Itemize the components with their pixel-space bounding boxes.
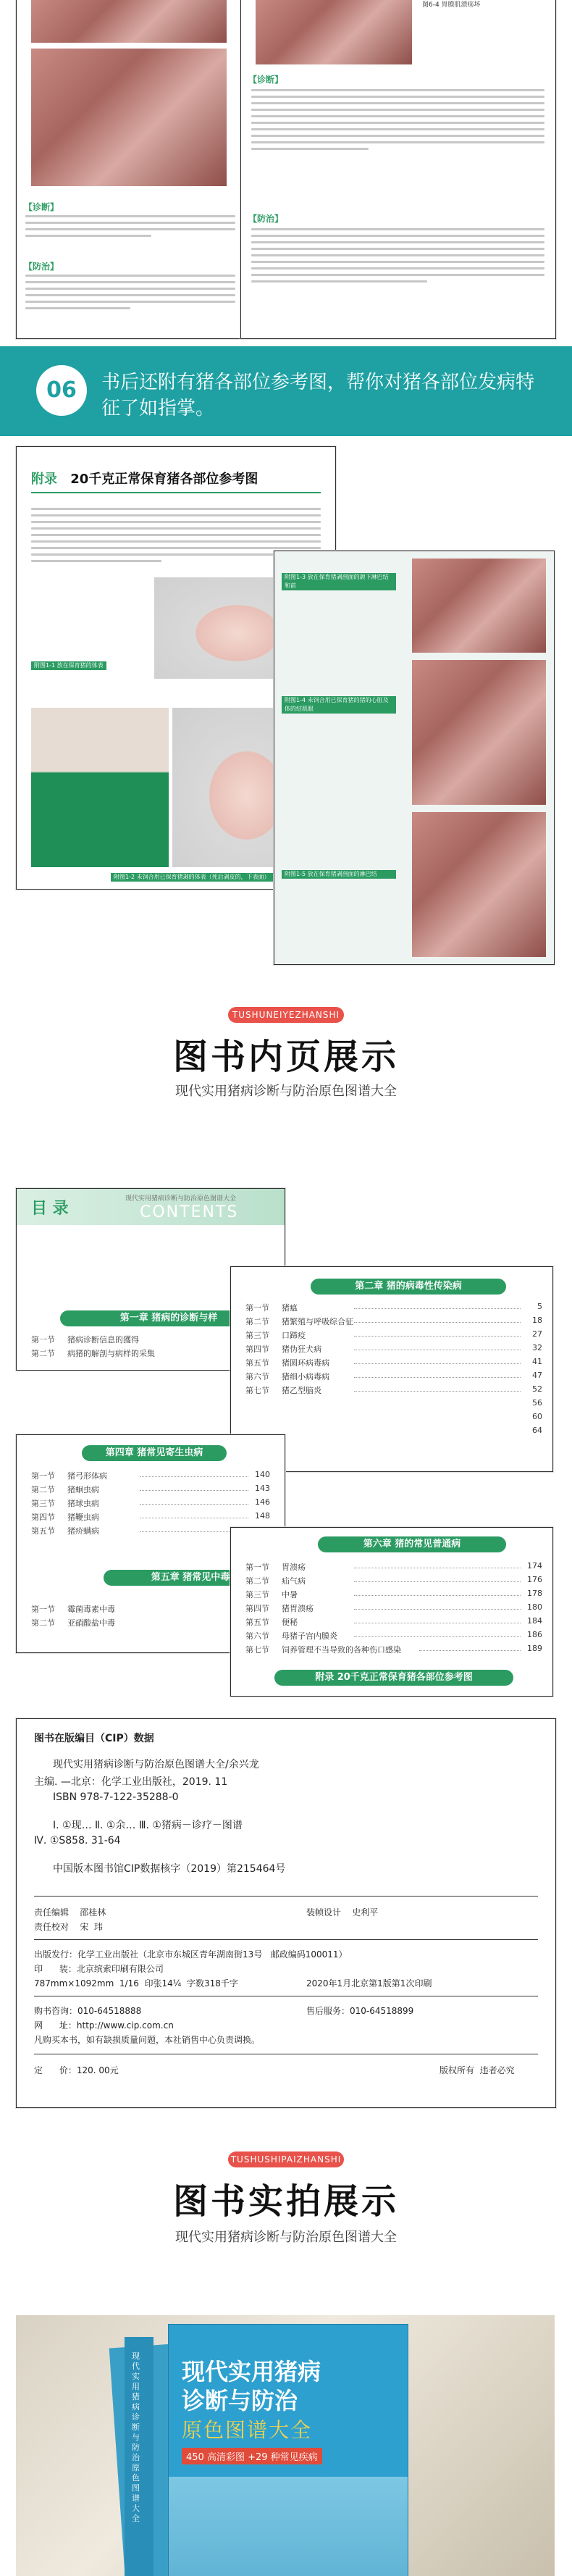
toc-row: 第四节 猪鞭虫病 148	[31, 1511, 270, 1522]
book-title-1: 现代实用猪病	[182, 2358, 321, 2385]
cip-divider-1	[34, 1896, 538, 1897]
toc-chapter-4: 第四章 猪常见寄生虫病	[82, 1445, 227, 1461]
photo-stomach	[256, 0, 412, 64]
text-lines-right-2	[251, 228, 544, 287]
appendix-title-text: 20千克正常保育猪各部位参考图	[70, 472, 258, 487]
cip-notice: 凡购买本书，如有缺损质量问题，本社销售中心负责调换。	[34, 2035, 261, 2045]
toc-row: 第二节 亚硝酸盐中毒	[31, 1618, 115, 1628]
cip-line-1: 现代实用猪病诊断与防治原色图谱大全/余兴龙	[53, 1759, 259, 1770]
feature-text: 书后还附有猪各部位参考图，帮你对猪各部位发病特征了如指掌。	[101, 372, 535, 419]
cip-heading: 图书在版编目（CIP）数据	[34, 1733, 154, 1744]
appendix-caption-2: 附图1-2 未饲合用已保育猪剥的体表（死后剥皮的，下表面）	[111, 873, 273, 882]
toc-row: 第三节 中暑 178	[245, 1589, 542, 1599]
toc-row: 第二节 猪蛔虫病 143	[31, 1484, 270, 1494]
cip-publisher: 出版发行：化学工业出版社（北京市东城区青年湖南街13号 邮政编码100011）	[34, 1949, 348, 1960]
prevention-label-left: 【防治】	[24, 262, 59, 272]
toc-row: 第一节 胃溃疡 174	[245, 1561, 542, 1572]
book-photo	[16, 2315, 555, 2576]
cip-printer: 印 装：北京缤索印刷有限公司	[34, 1964, 164, 1974]
book-spine-text: 现代实用猪病诊断与防治原色图谱大全	[132, 2351, 140, 2523]
appendix-title	[31, 469, 258, 488]
photo-piglet-standing	[31, 708, 169, 867]
toc-row: 第六节 猪细小病毒病 47	[245, 1371, 542, 1381]
toc-appendix-bar: 附录 20千克正常保育猪各部位参考图	[274, 1670, 513, 1686]
cip-rights: 版权所有 违者必究	[439, 2065, 515, 2075]
cip-edition: 2020年1月北京第1版第1次印刷	[306, 1978, 432, 1989]
top-right-page	[240, 0, 556, 339]
toc-row: 64	[532, 1426, 542, 1435]
prevention-label-right: 【防治】	[248, 214, 284, 224]
toc-row: 第二节 疝气病 176	[245, 1575, 542, 1586]
appendix-caption-3: 附图1-3 放在保育猪剥剖面的颌下淋巴结和前	[282, 573, 396, 590]
cip-line-2: 主编. —北京：化学工业出版社，2019. 11	[34, 1776, 228, 1788]
toc-row: 第四节 猪胃溃疡 180	[245, 1602, 542, 1613]
text-lines-left-1	[25, 215, 235, 241]
toc-row: 第五节 猪圆环病毒病 41	[245, 1357, 542, 1368]
appendix-caption-1: 附图1-1 放在保育猪的体表	[31, 661, 106, 670]
photo-lymph-node-1	[412, 559, 546, 653]
toc-row: 56	[532, 1398, 542, 1408]
toc-chapter-1: 第一章 猪病的诊断与样	[60, 1310, 277, 1326]
toc-chapter-2: 第二章 猪的病毒性传染病	[311, 1279, 506, 1295]
book-cover-image	[169, 2477, 408, 2576]
toc-row: 60	[532, 1412, 542, 1421]
appendix-caption-5: 附图1-5 放在保育猪剥剖面的淋巴结	[282, 870, 396, 879]
appendix-title-prefix: 附录	[31, 472, 57, 487]
toc-row: 第一节 猪病诊断信息的獲得	[31, 1335, 139, 1345]
toc-row: 第七节 猪乙型脑炎 52	[245, 1384, 542, 1395]
cip-line-5: Ⅳ. ①S858. 31-64	[34, 1835, 121, 1847]
toc-chapter-6: 第六章 猪的常见普通病	[318, 1536, 506, 1552]
diagnosis-label-left: 【诊断】	[24, 202, 59, 212]
toc-row: 第六节 母猪子宫内膜炎 186	[245, 1630, 542, 1641]
toc-row: 第一节 猪瘟 5	[245, 1302, 542, 1313]
toc-row: 第三节 口蹄疫 27	[245, 1329, 542, 1340]
book-cover	[168, 2324, 408, 2576]
cip-editor: 责任编辑 邵桂林	[34, 1907, 106, 1918]
real-photos-subtitle: 现代实用猪病诊断与防治原色图谱大全	[175, 2230, 397, 2245]
appendix-title-underline	[31, 492, 321, 493]
toc-row: 第一节 猪弓形体病 140	[31, 1470, 270, 1481]
cip-divider-2	[34, 1939, 538, 1940]
toc-row: 第五节 猪疥螨病	[31, 1525, 270, 1539]
toc-row: 第四节 猪伪狂犬病 32	[245, 1343, 542, 1354]
toc-header-small: 现代实用猪病诊断与防治原色图谱大全	[125, 1195, 237, 1203]
toc-ch6-rows	[245, 1561, 542, 1657]
photo-pig-organ-1	[31, 0, 227, 43]
book-spine	[125, 2337, 153, 2576]
toc-header-en: CONTENTS	[140, 1203, 239, 1221]
cip-page	[16, 1718, 556, 2108]
toc-row: 第五节 便秘 184	[245, 1616, 542, 1627]
toc-ch2-rows	[245, 1302, 542, 1439]
toc-row: 第二节 猪繁殖与呼吸综合征 18	[245, 1316, 542, 1326]
cip-hotline: 购书咨询：010-64518888	[34, 2006, 142, 2016]
inner-pages-subtitle: 现代实用猪病诊断与防治原色图谱大全	[175, 1084, 397, 1099]
toc-ch5-rows	[31, 1603, 248, 1631]
text-lines-left-2	[25, 275, 235, 314]
book-title-2: 诊断与防治	[182, 2387, 298, 2414]
photo-pig-organ-2	[31, 49, 227, 186]
appendix-right-page	[274, 551, 555, 965]
cip-line-3: ISBN 978-7-122-35288-0	[53, 1791, 179, 1803]
cip-designer: 装帧设计 史利平	[306, 1907, 379, 1918]
top-left-page	[16, 0, 248, 339]
feature-number-badge: 06	[36, 365, 87, 416]
inner-pages-title: 图书内页展示	[172, 1037, 399, 1077]
real-photos-title: 图书实拍展示	[172, 2181, 399, 2222]
cip-price: 定 价：120. 00元	[34, 2065, 119, 2075]
cip-website: 网 址：http://www.cip.com.cn	[34, 2020, 174, 2031]
toc-row: 第七节 饲养管理不当导致的各种伤口感染 189	[245, 1644, 542, 1655]
cip-line-6: 中国版本图书馆CIP数据核字（2019）第215464号	[53, 1863, 286, 1875]
photo-lymph-node-2	[412, 812, 546, 957]
book-badge: 450 高清彩图 +29 种常见疾病	[182, 2448, 322, 2464]
cip-proofreader: 责任校对 宋 玮	[34, 1922, 103, 1932]
appendix-caption-4: 附图1-4 未饲合用已保育猪的猪的心脏及体的结肌眼	[282, 696, 396, 714]
toc-page-4	[230, 1527, 553, 1697]
book-title-3: 原色图谱大全	[182, 2418, 313, 2442]
text-lines-right-1	[251, 89, 544, 154]
toc-heading: 目 录	[31, 1200, 69, 1218]
cip-line-4: Ⅰ. ①现… Ⅱ. ①余… Ⅲ. ①猪病－诊疗－图谱	[53, 1820, 243, 1831]
photo-caption-right: 图6-4 胃膜肌溃疡坏	[422, 1, 481, 9]
toc-row: 第二节 病猪的解剖与病样的采集	[31, 1349, 155, 1358]
toc-ch1-rows	[31, 1334, 248, 1361]
cip-service: 售后服务：010-64518899	[306, 2006, 414, 2016]
toc-row: 第三节 猪球虫病 146	[31, 1497, 270, 1508]
real-photos-pill: TUSHUSHIPAIZHANSHI	[228, 2151, 344, 2167]
inner-pages-pill: TUSHUNEIYEZHANSHI	[228, 1007, 344, 1023]
cip-spec: 787mm×1092mm 1/16 印张14¼ 字数318千字	[34, 1978, 238, 1989]
toc-row: 第一节 霉菌毒素中毒	[31, 1605, 115, 1614]
toc-chapter-5: 第五章 猪常见中毒	[104, 1570, 277, 1586]
diagnosis-label-right: 【诊断】	[248, 75, 284, 85]
photo-heart-muscle	[412, 660, 546, 805]
